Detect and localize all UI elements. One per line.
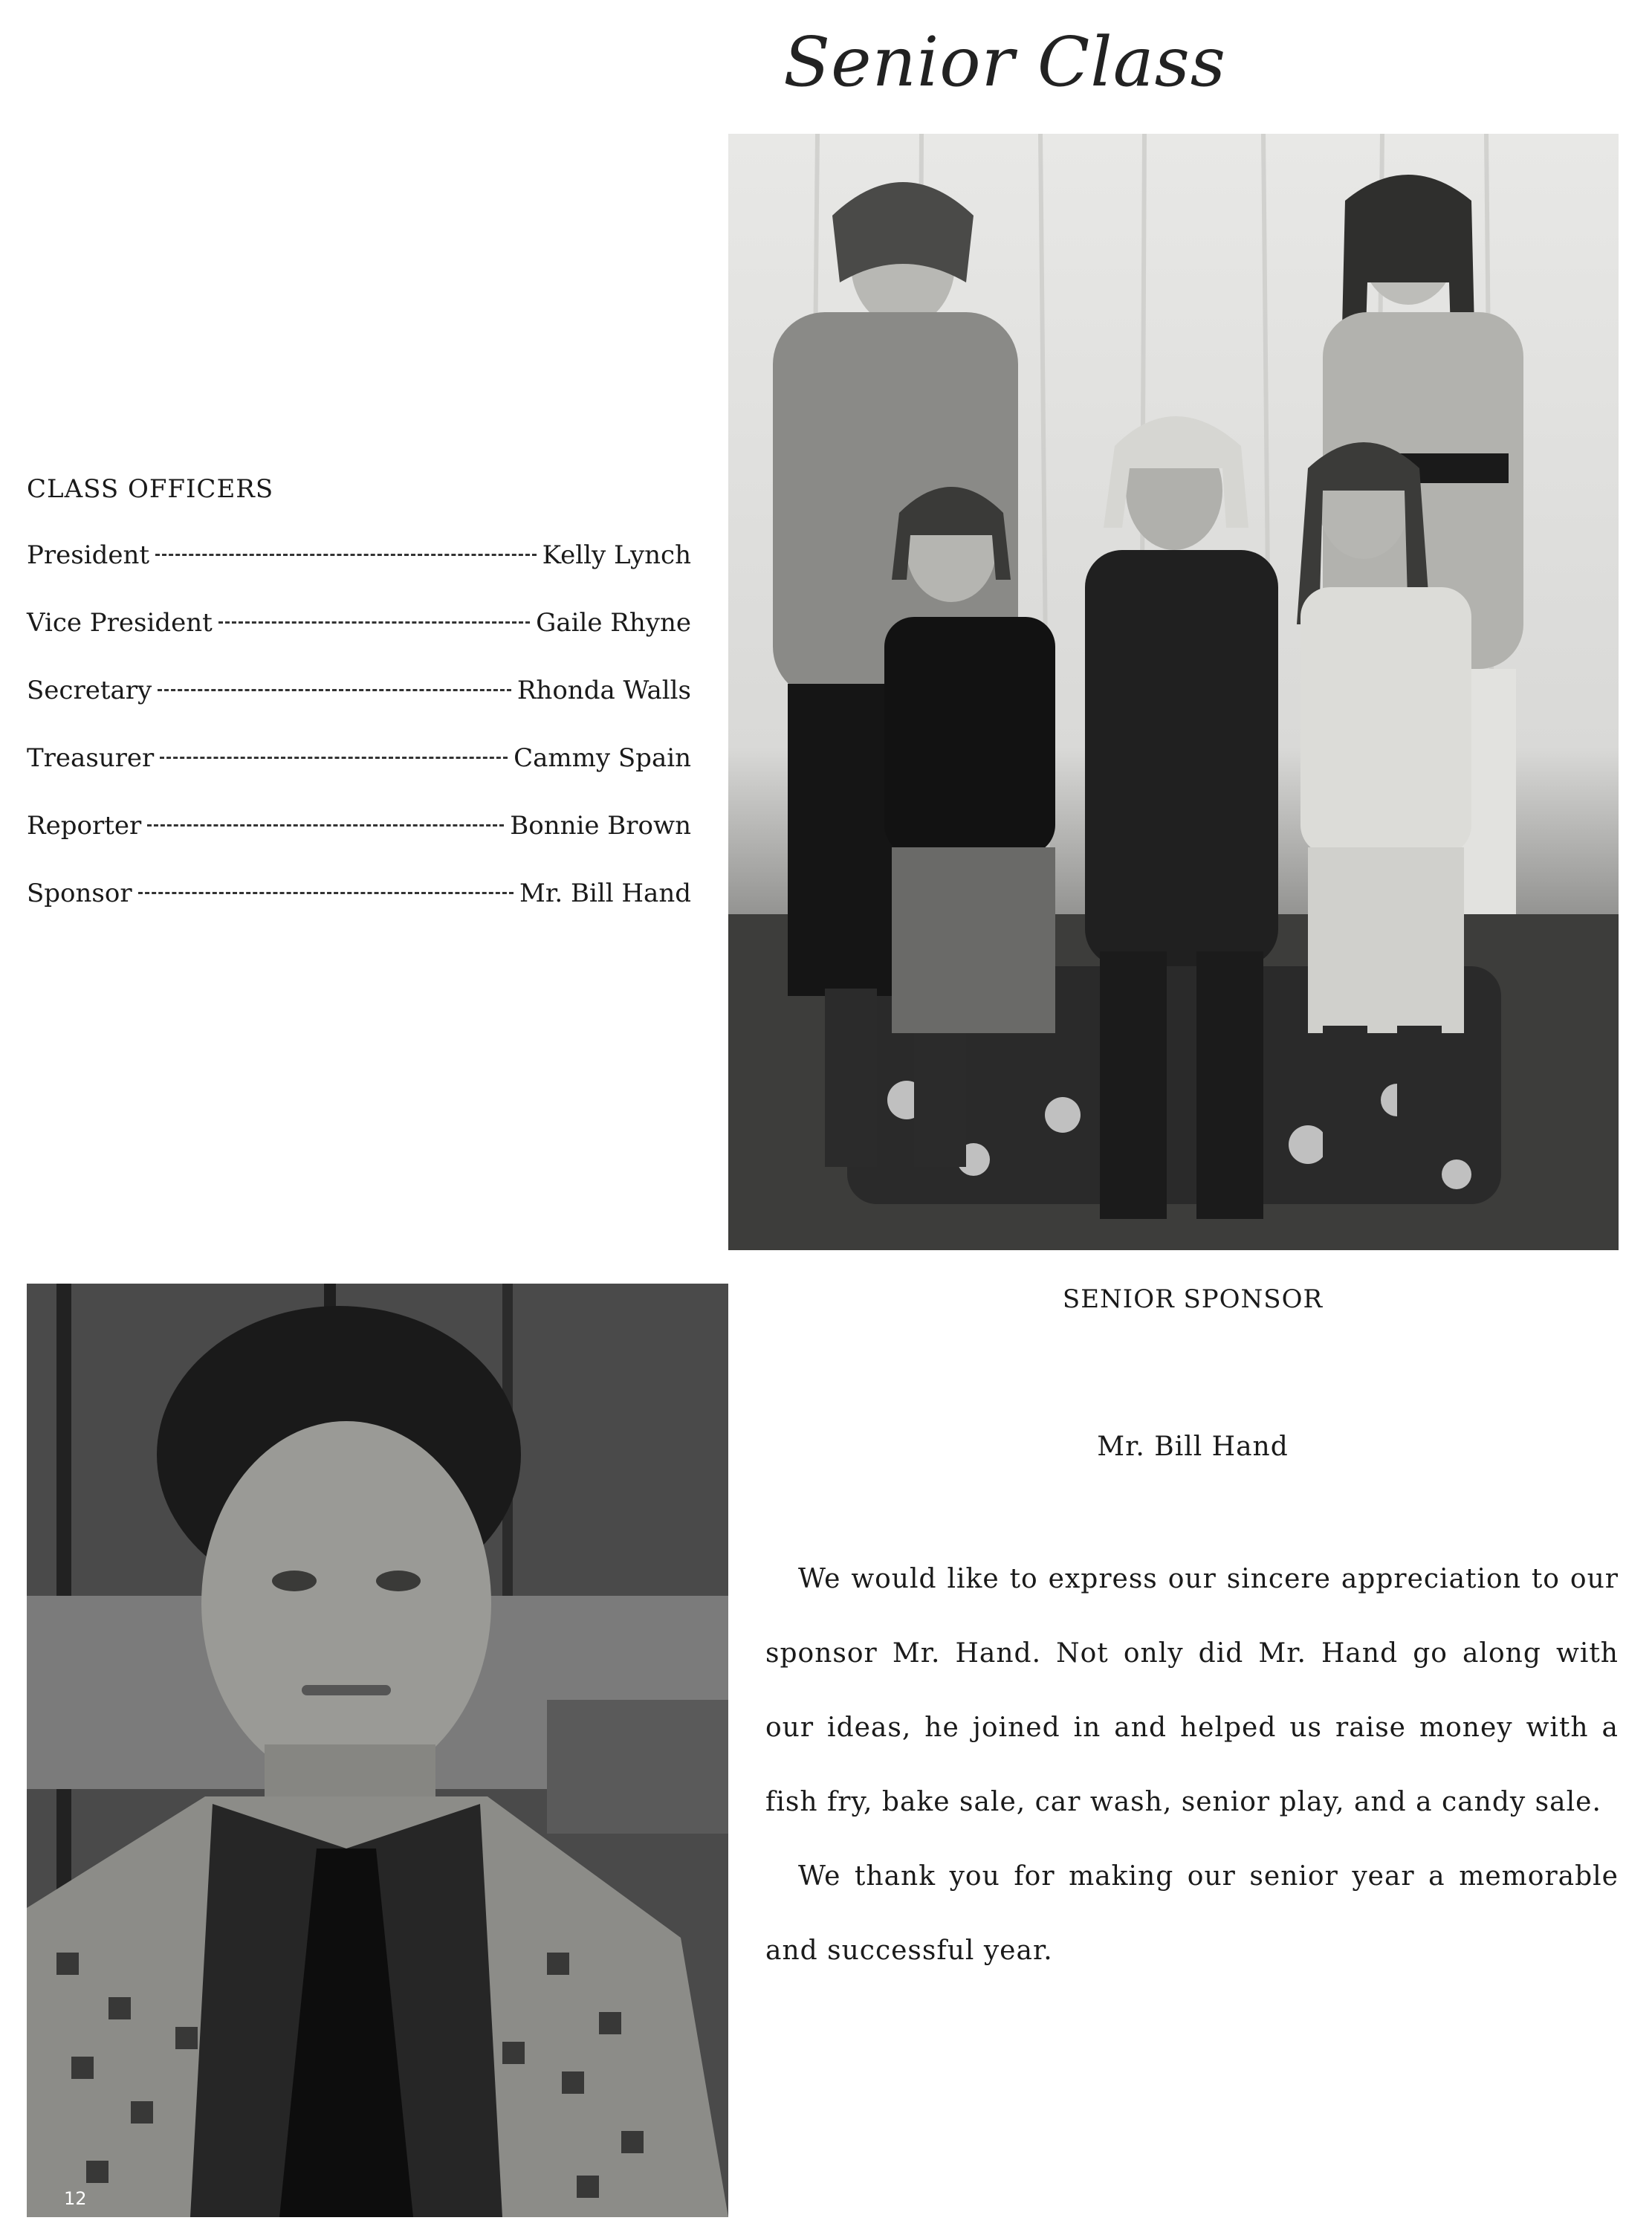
dotted-leader	[147, 824, 504, 827]
dotted-leader	[158, 689, 511, 691]
officer-role: Sponsor	[27, 879, 132, 908]
officer-role: Secretary	[27, 676, 152, 705]
officer-row-vice-president	[27, 608, 691, 645]
senior-sponsor-portrait-photo	[27, 1284, 728, 2217]
portrait-illustration	[27, 1284, 728, 2217]
officer-role: Treasurer	[27, 743, 155, 773]
officer-row-secretary	[27, 676, 691, 713]
dotted-leader	[218, 621, 530, 624]
officer-name: Gaile Rhyne	[536, 608, 691, 638]
dotted-leader	[160, 757, 508, 759]
sponsor-heading: SENIOR SPONSOR	[1062, 1284, 1324, 1314]
dotted-leader	[155, 554, 537, 556]
officer-row-reporter	[27, 811, 691, 848]
officer-name: Mr. Bill Hand	[519, 879, 691, 908]
class-officers-group-photo	[728, 134, 1619, 1250]
sponsor-paragraph-1: We would like to express our sincere appreciation to our sponsor Mr. Hand. Not only did Mr. Hand go along with our ideas, he joined in and helped us raise money with a fish fry, bake sale, car wash, senior play, and a candy sale.	[765, 1564, 1619, 1817]
officers-heading: CLASS OFFICERS	[27, 474, 274, 504]
dotted-leader	[138, 892, 514, 894]
officer-row-sponsor	[27, 879, 691, 916]
officer-name: Bonnie Brown	[510, 811, 691, 841]
page-title: Senior Class	[783, 22, 1226, 102]
sponsor-paragraph-2: We thank you for making our senior year a memorable and successful year.	[765, 1861, 1619, 1966]
officer-role: Reporter	[27, 811, 142, 841]
officer-name: Rhonda Walls	[516, 676, 691, 705]
page-number: 12	[64, 2188, 87, 2209]
sponsor-name: Mr. Bill Hand	[1097, 1432, 1289, 1462]
officer-role: President	[27, 540, 150, 570]
officer-row-president	[27, 540, 691, 578]
group-photo-illustration	[728, 134, 1619, 1250]
officer-role: Vice President	[27, 608, 213, 638]
officer-name: Kelly Lynch	[542, 540, 691, 570]
sponsor-appreciation-text	[765, 1542, 1619, 1988]
officer-row-treasurer	[27, 743, 691, 780]
officer-name: Cammy Spain	[514, 743, 691, 773]
